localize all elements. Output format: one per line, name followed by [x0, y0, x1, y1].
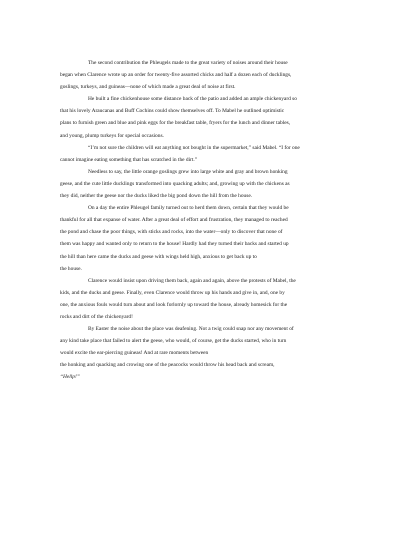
- text-line: rocks and dirt of the chickenyard!: [60, 313, 133, 320]
- text-line: Needless to say, the little orange goslings grew into large white and gray and brown honking: [88, 168, 288, 175]
- text-line: and young, plump turkeys for special occasions.: [60, 132, 164, 139]
- text-line: cannot imagine eating something that has scratched in the dirt.”: [60, 156, 198, 163]
- text-line: The second contribution the Phleugels made to the great variety of noises around their house: [88, 60, 288, 66]
- text-line: kids, and the ducks and geese. Finally, even Clarence would throw up his hands and give in, and, one by: [60, 289, 285, 296]
- text-line: “Hellp!”: [60, 374, 80, 381]
- text-line: plans to furnish green and blue and pink eggs for the breakfast table, fryers for the lunch and dinner tables,: [60, 120, 291, 127]
- text-line: began when Clarence wrote up an order for twenty-five assorted chicks and half a dozen each of ducklings,: [60, 72, 292, 79]
- text-line: By Easter the noise about the place was deafening. Not a twig could snap nor any movement of: [88, 326, 294, 333]
- text-line: would excite the ear-piercing guineas! And at rare moments between: [60, 350, 209, 357]
- text-line: that his lovely Araucanas and Buff Cochins could show themselves off. To Mabel he outlined optimistic: [60, 108, 285, 115]
- document-page: [60, 57, 364, 384]
- text-line: Clarence would insist upon driving them back, again and again, above the protests of Mabel, the: [88, 277, 296, 284]
- text-line: they did, neither the geese nor the ducks liked the big pond down the hill from the house.: [60, 193, 253, 200]
- text-line: the house.: [60, 265, 82, 272]
- text-line: “I’m not sure the children will eat anything not bought in the supermarket,” said Mabel. “I for one: [88, 144, 300, 151]
- text-line: the honking and quacking and crowing one of the peacocks would throw his head back and scream,: [60, 362, 275, 369]
- text-line: goslings, turkeys, and guineas—none of which made a great deal of noise at first.: [60, 84, 236, 91]
- text-line: geese, and the cute little ducklings transformed into quacking adults; and, growing up with the chickens as: [60, 180, 290, 187]
- text-line: any kind take place that failed to alert the geese, who would, of course, get the ducks started, who in turn: [60, 338, 287, 345]
- text-line: On a day the entire Phleugel family turned out to herd them down, certain that they would be: [88, 205, 289, 212]
- text-line: the pond and chase the poor things, with sticks and rocks, into the water—only to discover that none of: [60, 229, 283, 236]
- text-line: them was happy and wanted only to return to the house! Hardly had they turned their backs and started up: [60, 241, 289, 248]
- text-line: the hill than here came the ducks and geese with wings held high, anxious to get back up to: [60, 253, 257, 260]
- text-line: one, the anxious fouls would turn about and look forlornly up toward the house, already homesick for the: [60, 301, 288, 308]
- text-line: He built a fine chickenhouse some distance back of the patio and added an ample chickenyard so: [88, 96, 297, 103]
- text-line: thankful for all that expanse of water. After a great deal of effort and frustration, they managed to reached: [60, 217, 288, 224]
